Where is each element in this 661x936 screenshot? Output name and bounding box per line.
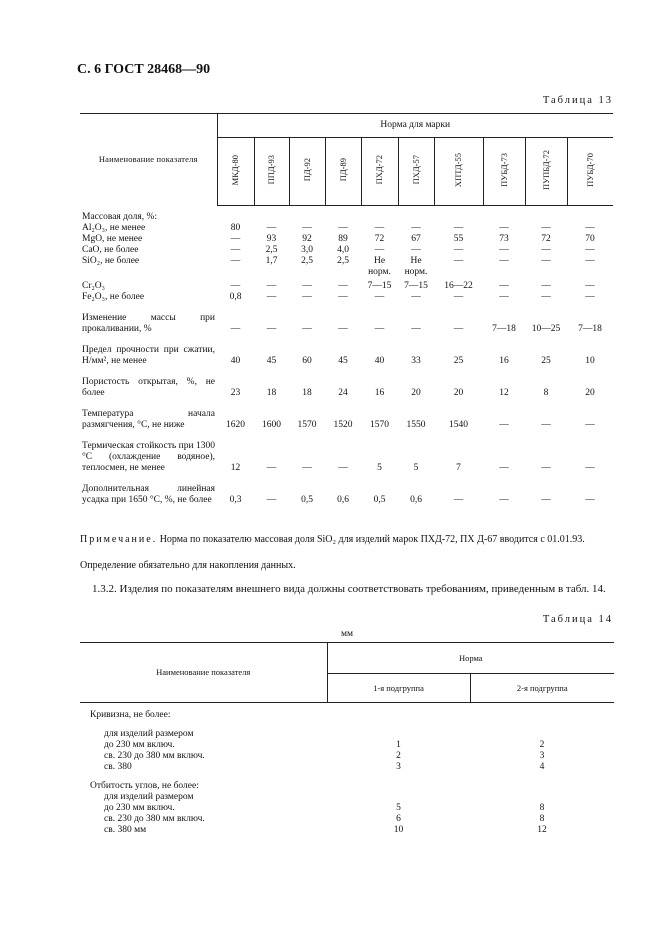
brand-label: ППД-93	[266, 155, 276, 185]
table-row	[80, 399, 613, 431]
table-row	[80, 367, 613, 399]
cell-value: 3	[539, 751, 545, 761]
cell-value: 16	[499, 355, 509, 366]
cell-value: 70	[585, 233, 595, 244]
cell-value: 7—18	[492, 323, 516, 334]
brand-label: ПУБД-73	[498, 153, 509, 187]
cell-value	[361, 206, 398, 223]
cell-value: 18	[266, 387, 277, 398]
cell-value: —	[411, 323, 421, 334]
cell-value: —	[411, 291, 421, 302]
cell-value: 2,5	[265, 244, 278, 255]
cell-value: —	[585, 222, 595, 233]
cell-value: —	[541, 280, 551, 291]
cell-value: 16	[374, 387, 385, 398]
cell-value: 10	[393, 825, 404, 835]
table-row	[80, 303, 613, 335]
cell-value: 12	[499, 387, 509, 398]
cell-value: —	[230, 233, 241, 244]
cell-value: 16—22	[444, 280, 473, 291]
cell-value	[254, 206, 289, 223]
cell-value: —	[302, 323, 312, 334]
cell-value: 6	[396, 814, 401, 824]
cell-value: 20	[585, 387, 595, 398]
cell-value: —	[302, 222, 312, 233]
cell-value	[525, 267, 567, 278]
cell-value: Не	[410, 255, 422, 266]
cell-value: 1,7	[265, 255, 278, 266]
table-row	[80, 278, 613, 292]
cell-value: —	[374, 244, 385, 255]
cell-value: 1570	[370, 419, 389, 430]
t14-subgroup-2: 2-я подгруппа	[516, 682, 568, 693]
brand-header	[434, 138, 483, 206]
cell-value: —	[374, 291, 385, 302]
cell-value: —	[541, 255, 551, 266]
cell-value: —	[266, 494, 277, 505]
row-label: св. 380	[104, 762, 132, 772]
cell-value: 20	[453, 387, 464, 398]
cell-value	[289, 267, 325, 278]
table-row	[80, 431, 613, 474]
cell-value: —	[266, 462, 277, 473]
cell-value: 0,5	[373, 494, 386, 505]
brand-label: ПУБД-70	[584, 153, 595, 187]
brand-label: ПД-89	[337, 158, 348, 182]
note-label: Примечание.	[80, 534, 158, 545]
cell-value: —	[499, 494, 509, 505]
table-14	[80, 642, 614, 836]
table-row	[80, 703, 614, 722]
cell-value	[325, 206, 361, 223]
row-label	[80, 267, 217, 278]
brand-header	[217, 138, 254, 206]
cell-value: —	[541, 244, 551, 255]
cell-value: —	[453, 323, 464, 334]
cell-value: —	[453, 255, 464, 266]
cell-value: —	[499, 291, 509, 302]
cell-value: —	[585, 280, 595, 291]
cell-value	[567, 206, 613, 223]
row-label: Термическая стойкость при 1300 °С (охлаждение водяное), теплосмен, не менее	[82, 440, 215, 473]
cell-value: 25	[453, 355, 464, 366]
t14-norm-header: Норма	[327, 643, 614, 674]
cell-value: —	[338, 222, 348, 233]
brand-label: ПХД-72	[374, 155, 384, 185]
cell-value: 55	[453, 233, 464, 244]
table-13	[80, 113, 613, 510]
brand-label: ПХД-57	[410, 155, 421, 185]
t14-subgroup-1: 1-я подгруппа	[327, 674, 470, 703]
cell-value: 60	[302, 355, 312, 366]
cell-value: 8	[539, 803, 545, 813]
cell-value: 12	[230, 462, 241, 473]
cell-value: 5	[396, 803, 401, 813]
cell-value: —	[411, 244, 421, 255]
cell-value: —	[302, 280, 312, 291]
cell-value: 1600	[262, 419, 281, 430]
cell-value: 2	[539, 740, 545, 750]
cell-value: —	[585, 419, 595, 430]
cell-value	[327, 703, 470, 722]
cell-value: —	[453, 244, 464, 255]
cell-value: 3	[396, 762, 401, 772]
cell-value: 5	[413, 462, 419, 473]
cell-value	[567, 267, 613, 278]
cell-value	[434, 206, 483, 223]
row-label: Отбитость углов, не более:	[90, 781, 199, 791]
cell-value: 0,3	[229, 494, 242, 505]
brand-label: ПУПБД-72	[540, 150, 551, 190]
cell-value: —	[266, 280, 277, 291]
cell-value: —	[499, 222, 509, 233]
row-label: Cr₂O₃	[82, 280, 105, 291]
cell-value: —	[499, 419, 509, 430]
cell-value: —	[230, 323, 241, 334]
cell-value: —	[499, 462, 509, 473]
cell-value: 10	[585, 355, 595, 366]
row-label: Al₂O₃, не менее	[82, 222, 146, 233]
cell-value: 0,5	[301, 494, 313, 505]
table-row	[80, 740, 614, 751]
cell-value: —	[453, 494, 464, 505]
cell-value: 1540	[449, 419, 468, 430]
cell-value: 73	[499, 233, 509, 244]
cell-value: —	[374, 323, 385, 334]
row-label: Температура начала размягчения, °С, не ниже	[82, 408, 215, 430]
cell-value: норм.	[404, 266, 428, 277]
cell-value: 18	[302, 387, 312, 398]
row-label: CaO, не более	[82, 244, 139, 255]
brand-header	[325, 138, 361, 206]
cell-value: —	[302, 291, 312, 302]
cell-value: 67	[411, 233, 421, 244]
cell-value: 40	[230, 355, 241, 366]
table-row	[80, 773, 614, 792]
cell-value: —	[585, 494, 595, 505]
cell-value: —	[266, 291, 277, 302]
table-row	[80, 256, 613, 267]
cell-value: 92	[302, 233, 312, 244]
cell-value: —	[338, 323, 348, 334]
paragraph-1-3-2: 1.3.2. Изделия по показателям внешнего вида должны соответствовать требованиям, приведенным в табл. 14.	[92, 583, 606, 595]
cell-value: 0,6	[410, 494, 422, 505]
table-row	[80, 292, 613, 303]
brand-label: ПД-92	[301, 158, 312, 182]
cell-value: 93	[266, 233, 277, 244]
cell-value: 7—15	[367, 280, 392, 291]
cell-value: 1520	[333, 419, 353, 430]
row-label: св. 230 до 380 мм включ.	[104, 751, 205, 761]
cell-value: —	[541, 494, 551, 505]
row-label: Пористость открытая, %, не более	[82, 376, 215, 398]
cell-value: —	[374, 222, 385, 233]
cell-value: —	[541, 462, 551, 473]
row-label: Дополнительная линейная усадка при 1650 °С, %, не более	[82, 483, 215, 505]
cell-value	[254, 267, 289, 278]
row-label: SiO₂, не более	[82, 255, 140, 266]
cell-value: —	[541, 419, 551, 430]
cell-value: 24	[338, 387, 348, 398]
note-text: Норма по показателю массовая доля SiO₂ для изделий марок ПХД-72, ПХ Д-67 вводится с 01.01.93.	[159, 534, 585, 545]
cell-value: 0,6	[337, 494, 349, 505]
cell-value	[325, 267, 361, 278]
brand-header	[525, 138, 567, 206]
cell-value: 40	[374, 355, 385, 366]
row-label: для изделий размером	[104, 792, 194, 802]
table-row	[80, 335, 613, 367]
cell-value: —	[266, 222, 277, 233]
cell-value: —	[411, 222, 421, 233]
brand-header	[398, 138, 434, 206]
table-row	[80, 245, 613, 256]
cell-value	[327, 773, 470, 792]
cell-value: норм.	[368, 266, 391, 277]
cell-value	[470, 792, 614, 803]
table-row	[80, 267, 613, 278]
table13-caption: Таблица 13	[542, 95, 613, 106]
row-label: для изделий размером	[104, 729, 194, 739]
row-label: MgO, не менее	[82, 233, 143, 244]
cell-value: 2,5	[301, 255, 313, 266]
cell-value: 3,0	[301, 244, 313, 255]
cell-value: 12	[537, 825, 547, 835]
cell-value: —	[338, 462, 348, 473]
cell-value: —	[585, 462, 595, 473]
cell-value: 2	[396, 751, 401, 761]
note-line2: Определение обязательно для накопления данных.	[80, 560, 296, 571]
row-label: Кривизна, не более:	[90, 710, 171, 720]
cell-value: —	[453, 291, 464, 302]
cell-value: 72	[541, 233, 551, 244]
cell-value: —	[230, 244, 241, 255]
row-label: до 230 мм включ.	[104, 803, 175, 813]
cell-value: 7	[456, 462, 461, 473]
cell-value: 1570	[297, 419, 317, 430]
cell-value: 72	[374, 233, 385, 244]
brand-label: ХПТД-55	[453, 152, 463, 188]
cell-value: —	[338, 280, 348, 291]
cell-value: —	[499, 255, 509, 266]
cell-value: 7—15	[404, 280, 428, 291]
table-row	[80, 803, 614, 814]
cell-value: 8	[539, 814, 545, 824]
cell-value	[327, 792, 470, 803]
norm-header: Норма для марки	[217, 114, 613, 138]
cell-value	[434, 267, 483, 278]
cell-value: 80	[230, 222, 241, 233]
cell-value: 4	[539, 762, 545, 772]
row-label: Fe₂O₃, не более	[82, 291, 145, 302]
cell-value: —	[266, 323, 277, 334]
cell-value: 20	[411, 387, 421, 398]
cell-value	[470, 773, 614, 792]
cell-value	[470, 721, 614, 740]
cell-value: —	[585, 291, 595, 302]
cell-value: 2,5	[337, 255, 349, 266]
cell-value: 4,0	[337, 244, 349, 255]
cell-value: —	[541, 222, 551, 233]
cell-value: 45	[338, 355, 348, 366]
cell-value	[483, 267, 525, 278]
cell-value: —	[338, 291, 348, 302]
row-label: св. 230 до 380 мм включ.	[104, 814, 205, 824]
cell-value: 45	[266, 355, 277, 366]
cell-value	[217, 267, 254, 278]
cell-value: 0,8	[229, 291, 242, 302]
cell-value: —	[499, 280, 509, 291]
table14-unit: мм	[341, 629, 354, 639]
cell-value: 5	[377, 462, 382, 473]
table-row	[80, 474, 613, 506]
brand-header	[254, 138, 289, 206]
cell-value: 8	[543, 387, 549, 398]
table-row	[80, 223, 613, 234]
table-row	[80, 825, 614, 836]
cell-value	[327, 721, 470, 740]
cell-value: 23	[230, 387, 241, 398]
cell-value: —	[585, 244, 595, 255]
cell-value: —	[302, 462, 312, 473]
cell-value: 7—18	[578, 323, 602, 334]
cell-value	[398, 206, 434, 223]
cell-value: —	[230, 255, 241, 266]
t14-name-header: Наименование показателя	[80, 643, 327, 703]
table-row	[80, 792, 614, 803]
cell-value: Не	[373, 255, 386, 266]
cell-value: —	[453, 222, 464, 233]
table14-caption: Таблица 14	[542, 614, 613, 625]
brand-header	[567, 138, 613, 206]
table-row	[80, 751, 614, 762]
table-row	[80, 814, 614, 825]
brand-header	[483, 138, 525, 206]
cell-value: 89	[338, 233, 348, 244]
cell-value	[217, 206, 254, 223]
cell-value: 25	[541, 355, 551, 366]
cell-value: 33	[411, 355, 421, 366]
cell-value: 1	[396, 740, 401, 750]
cell-value: —	[230, 280, 241, 291]
row-label: св. 380 мм	[104, 825, 147, 835]
brand-header	[361, 138, 398, 206]
brand-label: МКД-80	[230, 154, 240, 186]
page-header: С. 6 ГОСТ 28468—90	[77, 62, 211, 77]
table-row	[80, 206, 613, 223]
row-label: Предел прочности при сжатии, Н/мм², не менее	[82, 344, 215, 366]
table-spacer	[80, 506, 613, 510]
name-header: Наименование показателя	[80, 114, 217, 206]
row-label: до 230 мм включ.	[104, 740, 175, 750]
brand-header	[289, 138, 325, 206]
cell-value: —	[585, 255, 595, 266]
cell-value: 1550	[406, 419, 426, 430]
cell-value: —	[541, 291, 551, 302]
cell-value	[289, 206, 325, 223]
cell-value	[483, 206, 525, 223]
row-label: Изменение массы при прокаливании, %	[82, 312, 215, 334]
row-label: Массовая доля, %:	[82, 211, 158, 222]
cell-value: —	[499, 244, 509, 255]
table-row	[80, 234, 613, 245]
table-row	[80, 762, 614, 773]
table-row	[80, 721, 614, 740]
cell-value	[525, 206, 567, 223]
cell-value: 10—25	[531, 323, 561, 334]
cell-value: 1620	[226, 419, 245, 430]
cell-value	[470, 703, 614, 722]
table13-note	[80, 533, 614, 546]
